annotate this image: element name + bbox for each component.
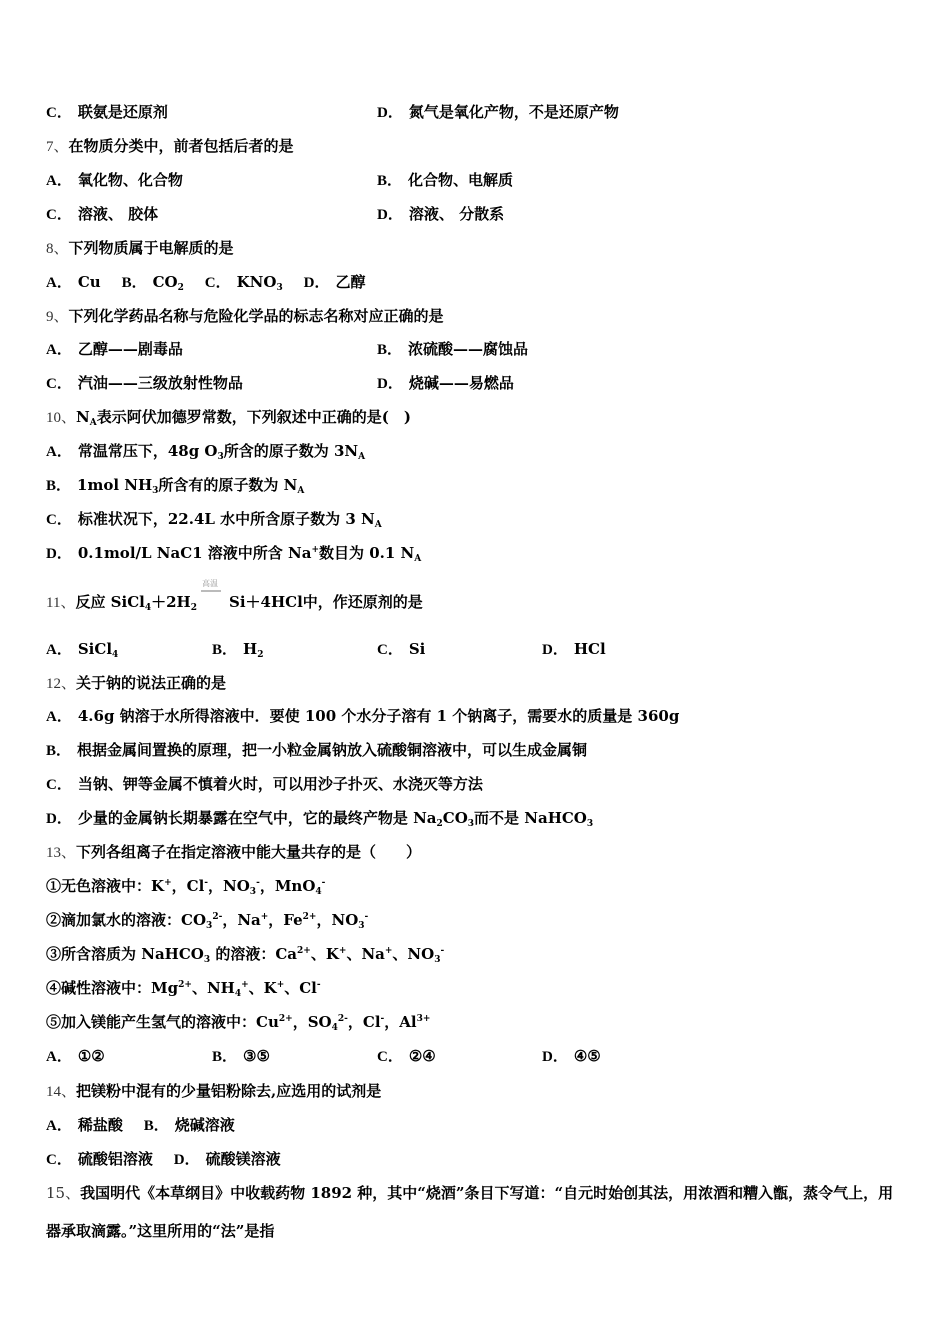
reaction-condition: 高温 — [202, 579, 218, 588]
q7-option-d: D． 溶液、 分散系 — [377, 205, 505, 223]
q13-item-1: ①无色溶液中：K+，Cl-，$NO_3^-$，MnO$_4$- — [46, 877, 326, 897]
reaction-arrow — [199, 579, 227, 613]
q10-option-c: C． 标准状况下，22.4L 水中所含原子数为 3 $N_A$ — [46, 510, 382, 530]
q14-options-row1 — [46, 1115, 235, 1136]
q10-option-a: A． 常温常压下，48g $O_3$所含的原子数为 $3N_A$ — [46, 442, 366, 462]
q9-option-a: A． 乙醇——剧毒品 — [46, 340, 183, 358]
q8-options — [46, 272, 365, 293]
q8-option-d: D． 乙醇 — [303, 273, 366, 291]
q11-stem: 11、反应 $SiCl_4+2H_2$ 高温 Si＋4HCl中，作还原剂的是 — [46, 579, 423, 613]
q13-option-c: C． ②④ — [377, 1047, 436, 1065]
q10-option-d: D． 0.1mol/L NaC1 溶液中所含 Na+数目为 0.1 $N_A$ — [46, 544, 422, 564]
q12-option-b: B． 根据金属间置换的原理，把一小粒金属钠放入硫酸铜溶液中，可以生成金属铜 — [46, 741, 588, 759]
q6-option-c: C． 联氨是还原剂 — [46, 103, 168, 121]
q13-item-5: ⑤加入镁能产生氢气的溶液中：$Cu^{2+}$，$SO_4^{2-}$，Cl-，$Al^{3+}$ — [46, 1013, 431, 1033]
q11-option-b: B． $H_2$ — [212, 640, 264, 660]
q11-option-d: D． HCl — [542, 640, 606, 658]
q9-option-c: C． 汽油——三级放射性物品 — [46, 374, 243, 392]
q13-option-b: B． ③⑤ — [212, 1047, 270, 1065]
q14-option-b: B． 烧碱溶液 — [143, 1116, 235, 1134]
q13-option-a: A． ①② — [46, 1047, 105, 1065]
q8-option-a: A． Cu — [46, 273, 101, 291]
q7-option-b: B． 化合物、电解质 — [377, 171, 514, 189]
q9-option-d: D． 烧碱——易燃品 — [377, 374, 514, 392]
q12-option-d: D． 少量的金属钠长期暴露在空气中，它的最终产物是 $Na_2CO_3$而不是 NaHCO$_3$ — [46, 809, 594, 829]
q7-option-c: C． 溶液、 胶体 — [46, 205, 159, 223]
q14-options-row2 — [46, 1149, 281, 1170]
q7-stem: 7、在物质分类中，前者包括后者的是 — [46, 137, 294, 155]
q7-option-a: A． 氧化物、化合物 — [46, 171, 183, 189]
q14-option-c: C． 硫酸铝溶液 — [46, 1150, 153, 1168]
q15-stem: 15、我国明代《本草纲目》中收载药物 1892 种，其中“烧酒”条目下写道：“自元时始创其法，用浓酒和糟入甑，蒸令气上，用器承取滴露。”这里所用的“法”是指 — [46, 1184, 894, 1240]
q12-option-a: A． 4.6g 钠溶于水所得溶液中．要使 100 个水分子溶有 1 个钠离子，需要水的质量是 360g — [46, 707, 680, 725]
reaction-bar — [201, 590, 221, 592]
q13-stem: 13、下列各组离子在指定溶液中能大量共存的是（ ） — [46, 843, 422, 861]
q14-option-a: A． 稀盐酸 — [46, 1116, 123, 1134]
q12-stem: 12、关于钠的说法正确的是 — [46, 674, 227, 692]
q14-option-d: D． 硫酸镁溶液 — [173, 1150, 281, 1168]
q6-option-d: D． 氮气是氧化产物，不是还原产物 — [377, 103, 619, 121]
q10-stem: 10、$N_A$表示阿伏加德罗常数，下列叙述中正确的是( ) — [46, 408, 411, 428]
q8-option-c: C． $KNO_3$ — [204, 273, 283, 293]
q9-stem: 9、下列化学药品名称与危险化学品的标志名称对应正确的是 — [46, 307, 444, 325]
q11-option-a: A． SiCl$_4$ — [46, 640, 119, 660]
q13-option-d: D． ④⑤ — [542, 1047, 601, 1065]
q10-option-b: B． 1mol $NH_3$所含有的原子数为 $N_A$ — [46, 476, 305, 496]
q13-item-3: ③所含溶质为 NaHCO$_3$ 的溶液：$Ca^{2+}$、K+、Na+、$NO_3^-$ — [46, 945, 445, 965]
q8-option-b: B． $CO_2$ — [121, 273, 184, 293]
q8-stem: 8、下列物质属于电解质的是 — [46, 239, 234, 257]
q14-stem: 14、把镁粉中混有的少量铝粉除去,应选用的试剂是 — [46, 1082, 382, 1100]
q11-option-c: C． Si — [377, 640, 426, 658]
q13-item-2: ②滴加氯水的溶液：$CO_3^{2-}$，Na+，$Fe^{2+}$，$NO_3^-$ — [46, 911, 369, 931]
q12-option-c: C． 当钠、钾等金属不慎着火时，可以用沙子扑灭、水浇灭等方法 — [46, 775, 483, 793]
q13-item-4: ④碱性溶液中：$Mg^{2+}$、$NH_4^+$、K+、Cl- — [46, 979, 321, 999]
q9-option-b: B． 浓硫酸——腐蚀品 — [377, 340, 529, 358]
